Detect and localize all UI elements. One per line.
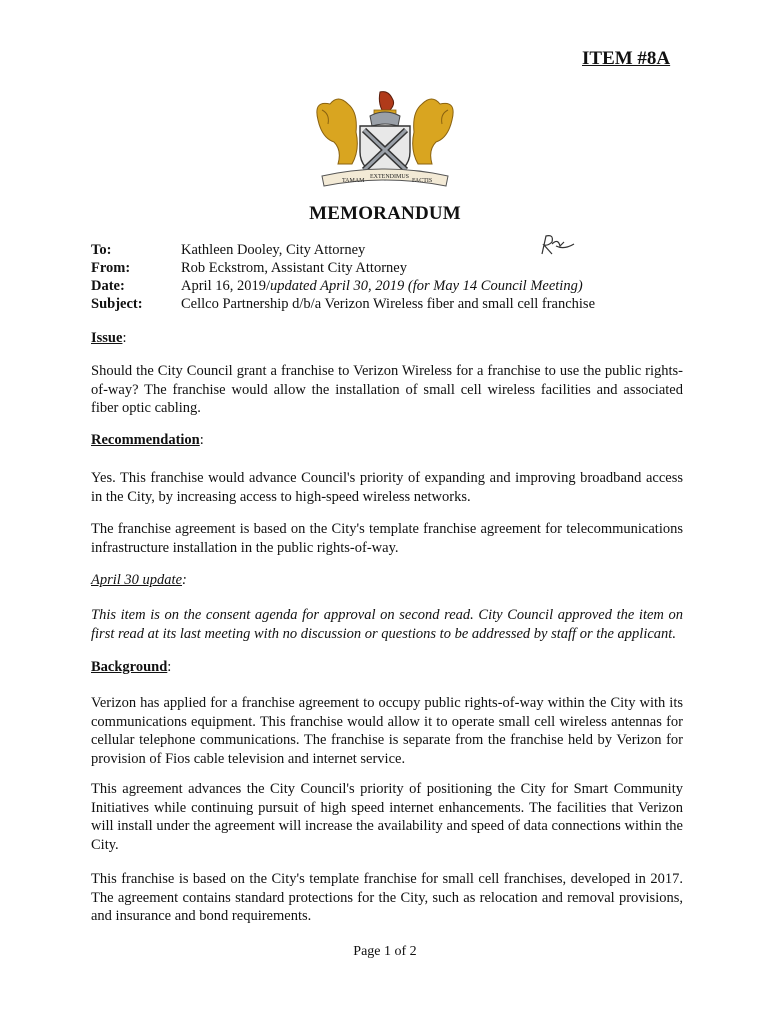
issue-text: Should the City Council grant a franchise to Verizon Wireless for a franchise to use the public rights-of-way? The franchise would allow the installation of small cell wireless facilities and associated fiber optic cabling. bbox=[91, 363, 683, 416]
city-crest-icon bbox=[308, 90, 462, 196]
background-heading: Background: bbox=[91, 659, 172, 675]
handwritten-initials-icon bbox=[538, 232, 578, 258]
to-value: Kathleen Dooley, City Attorney bbox=[181, 242, 366, 258]
from-value: Rob Eckstrom, Assistant City Attorney bbox=[181, 260, 407, 276]
to-label: To: bbox=[91, 242, 112, 258]
subject-label: Subject: bbox=[91, 296, 143, 312]
from-label: From: bbox=[91, 260, 131, 276]
update-text: This item is on the consent agenda for approval on second read. City Council approved the item on first read at its last meeting with no discussion or questions to be addressed by staff or the applicant. bbox=[91, 607, 683, 642]
update-heading: April 30 update: bbox=[91, 572, 187, 588]
background-text-2: This agreement advances the City Council's priority of positioning the City for Smart Community Initiatives while continuing pursuit of high speed internet enhancements. The facilities that Verizon will install under the agreement will increase the availability and speed of data connections within the City. bbox=[91, 781, 683, 853]
issue-heading: Issue: bbox=[91, 330, 127, 346]
motto-word: TAMAM bbox=[342, 178, 365, 184]
recommendation-heading: Recommendation: bbox=[91, 432, 204, 448]
motto-word: EXTENDIMUS bbox=[370, 174, 409, 180]
background-text-1: Verizon has applied for a franchise agreement to occupy public rights-of-way within the City with its communications equipment. This franchise would allow it to operate small cell wireless antennas for cellular telephone communications. The franchise is separate from the franchise held by Verizon for provision of Fios cable television and internet service. bbox=[91, 695, 683, 767]
subject-value: Cellco Partnership d/b/a Verizon Wireless fiber and small cell franchise bbox=[181, 296, 596, 312]
date-value bbox=[181, 277, 583, 295]
item-number: ITEM #8A bbox=[582, 48, 671, 69]
recommendation-text-2: The franchise agreement is based on the City's template franchise agreement for telecommunications infrastructure installation in the public rights-of-way. bbox=[91, 521, 683, 556]
page-number: Page 1 of 2 bbox=[353, 944, 417, 959]
recommendation-text-1: Yes. This franchise would advance Council's priority of expanding and improving broadband access in the City, by increasing access to high-speed wireless networks. bbox=[91, 470, 683, 505]
date-updated: updated April 30, 2019 (for May 14 Council Meeting) bbox=[270, 278, 583, 294]
memo-title: MEMORANDUM bbox=[309, 203, 461, 224]
date-original: April 16, 2019/ bbox=[181, 278, 271, 294]
motto-word: FACTIS bbox=[412, 178, 433, 184]
background-text-3: This franchise is based on the City's template franchise for small cell franchises, developed in 2017. The agreement contains standard protections for the City, such as relocation and removal provisions, and insurance and bond requirements. bbox=[91, 871, 683, 924]
date-label: Date: bbox=[91, 278, 125, 294]
